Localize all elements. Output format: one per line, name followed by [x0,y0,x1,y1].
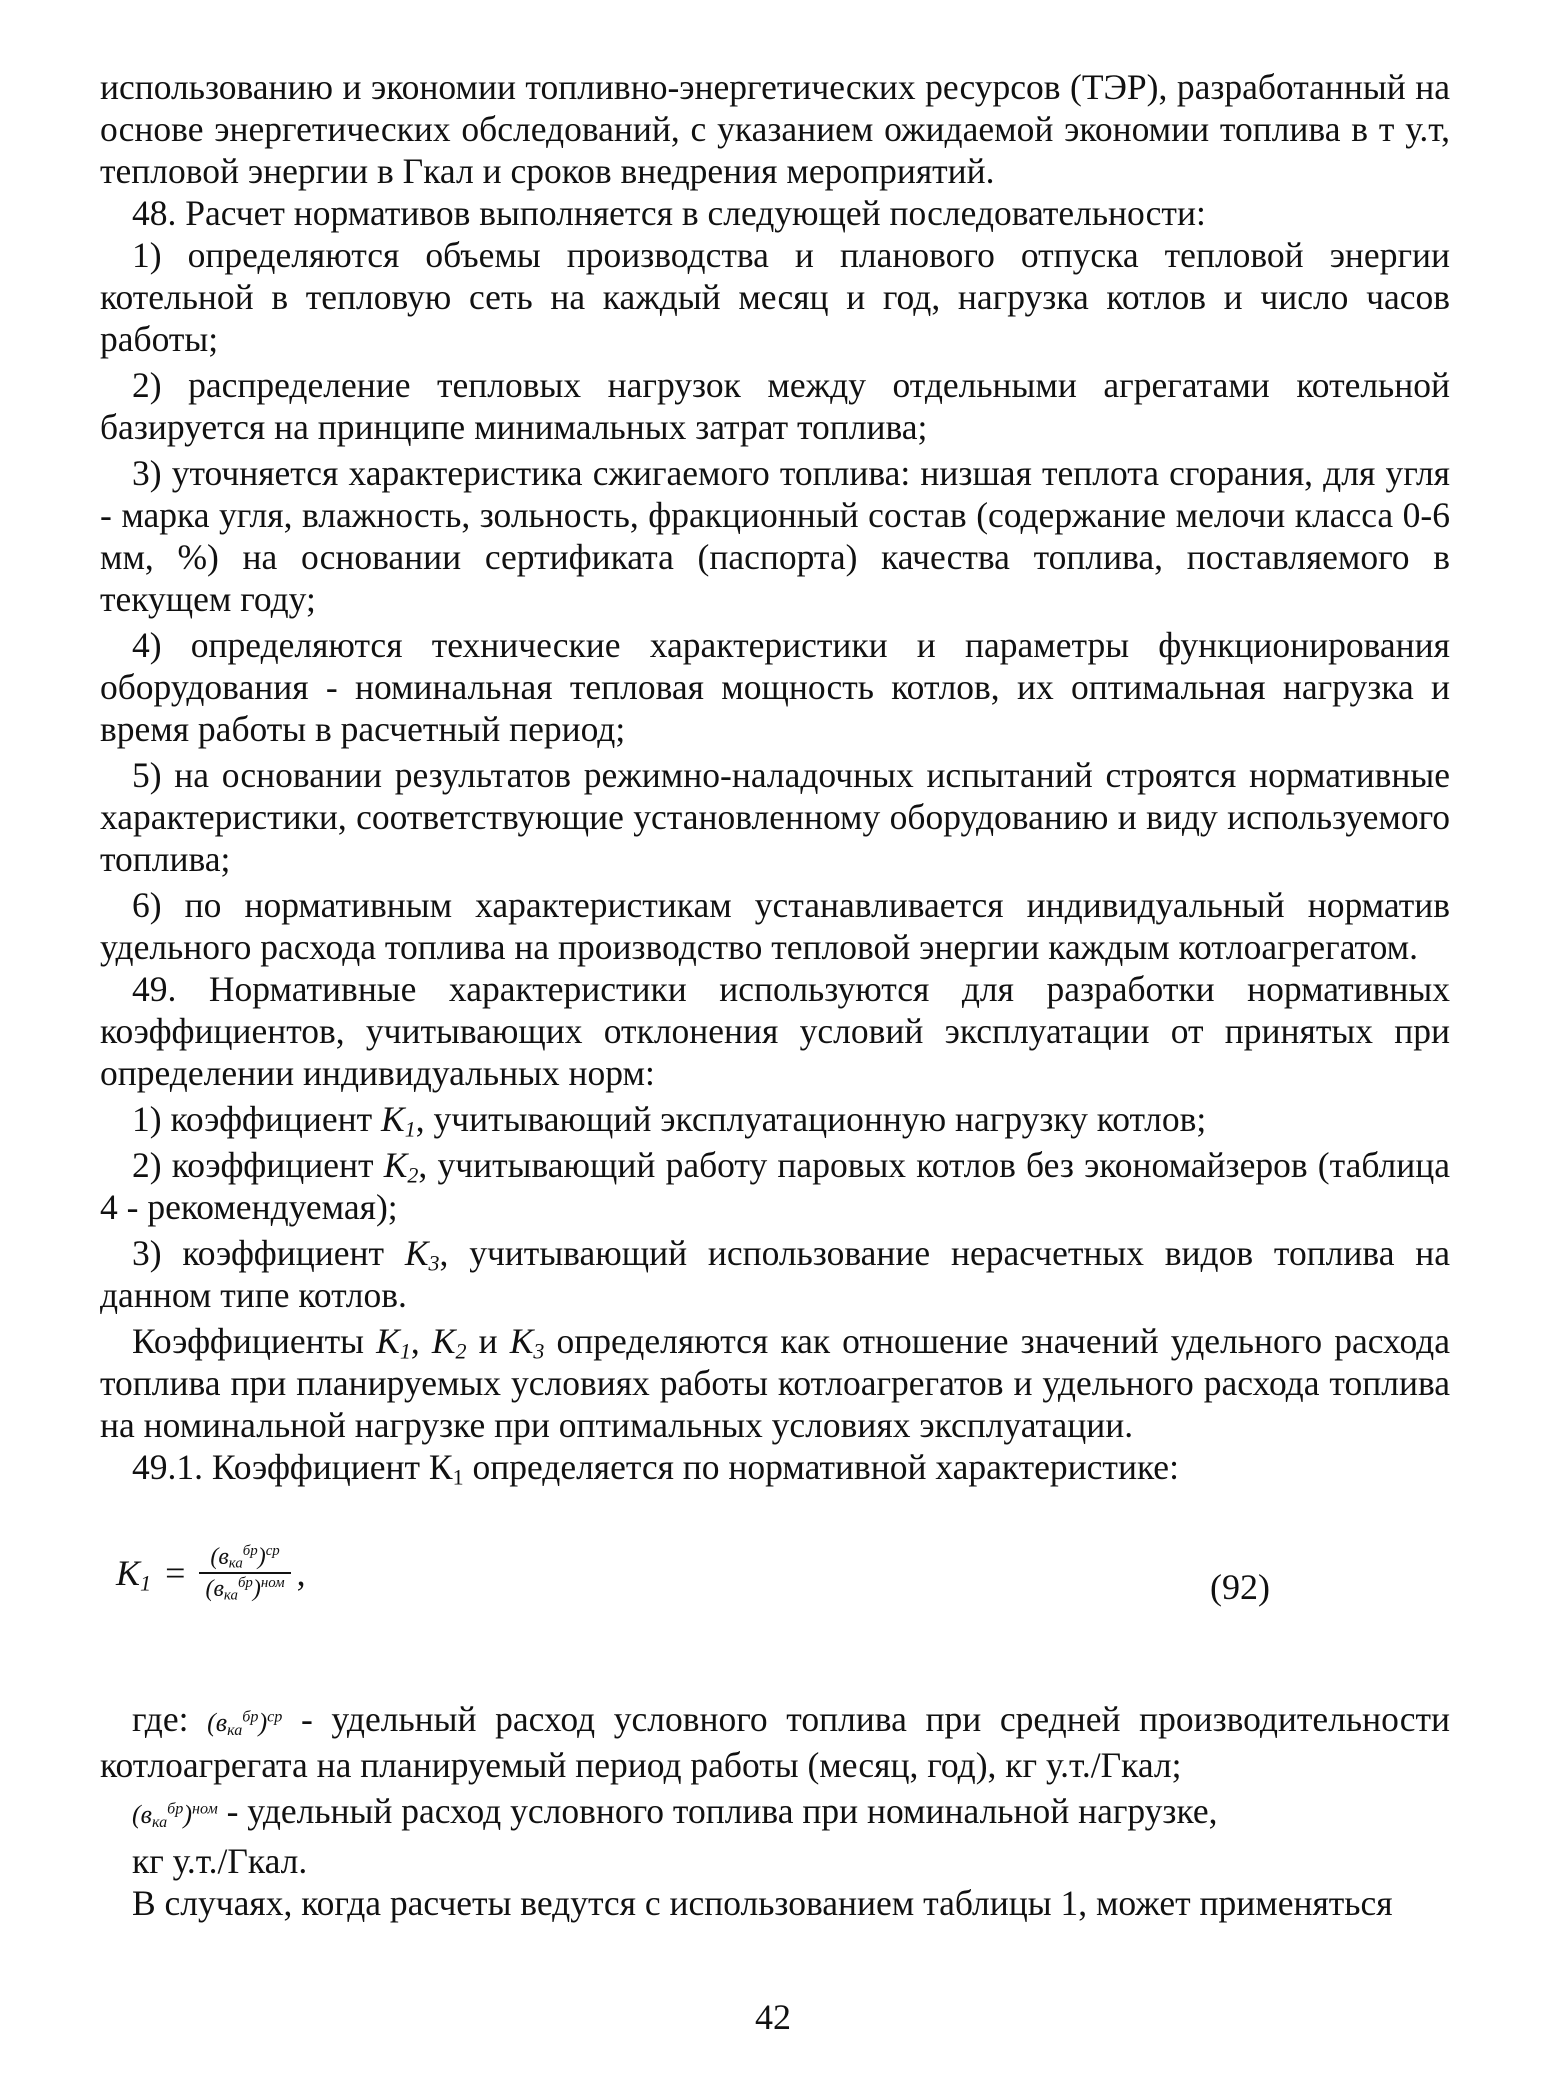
equals-sign: = [165,1553,186,1593]
k-letter: K [404,1233,429,1273]
k-subscript: 1 [399,1338,411,1364]
coef-lead: Коэффициенты [132,1321,377,1361]
k1-tail: , учитывающий эксплуатационную нагрузку котлов; [415,1099,1207,1139]
paren: ( [132,1800,141,1829]
k-subscript: 3 [428,1250,440,1276]
var-b: в [213,1576,224,1602]
paragraph-nominal-unit: кг у.т./Гкал. [132,1841,308,1881]
paren: ) [252,1576,261,1602]
sup-br: бр [242,1708,259,1726]
var-b: в [215,1708,228,1737]
k1-lead: 1) коэффициент [132,1099,382,1139]
fraction-numerator [204,1542,285,1572]
paragraph-49-k1 [100,1098,1450,1140]
formula-92 [100,1536,1450,1646]
coef-k1 [376,1321,411,1364]
paragraph-nominal [100,1790,1450,1836]
k-letter: K [431,1321,456,1361]
formula-lhs [116,1552,151,1594]
sup-br: бр [167,1800,184,1818]
sub-ka: ка [223,1587,238,1604]
sup-nom: ном [260,1575,285,1592]
paragraph-48-2: 2) распределение тепловых нагрузок между отдельными агрегатами котельной базируется на принципе минимальных затрат топлива; [100,365,1450,447]
sub-ka: ка [151,1814,168,1832]
equation-number: (92) [1210,1567,1270,1607]
paren: ) [258,1708,268,1737]
paren: ) [183,1800,193,1829]
sub-ka: ка [228,1555,243,1572]
page-number: 42 [755,1997,791,2037]
sup-br: бр [237,1575,253,1592]
paren: ) [257,1544,266,1570]
k-subscript: 2 [455,1338,467,1364]
paragraph-49-1 [100,1446,1450,1488]
k-letter: K [383,1145,408,1185]
k-letter: K [376,1321,400,1361]
fraction-denominator [199,1574,290,1604]
formula-expression [116,1542,306,1604]
var-b: в [140,1800,152,1829]
k3-symbol [404,1233,440,1276]
p49-1-subscript: 1 [452,1464,464,1490]
paragraph-49-k2 [100,1144,1450,1228]
coef-separator: , [410,1321,432,1361]
where-lead: где: [132,1699,208,1739]
paragraph-coefficients [100,1320,1450,1446]
p49-1-tail: определяется по нормативной характеристике: [463,1447,1179,1487]
p49-1-lead: 49.1. Коэффициент К [132,1447,453,1487]
k-letter: K [509,1321,534,1361]
sup-sr: ср [267,1708,283,1726]
paren: ( [210,1544,219,1570]
formula-comma: , [296,1553,306,1593]
where-tail: - удельный расход условного топлива при средней производительности котлоагрегата на планируемый период работы (месяц, год), кг у.т./Гкал; [100,1699,1450,1785]
symbol-b-nom [132,1800,218,1832]
paragraph-where [100,1698,1450,1786]
sup-nom: ном [192,1800,218,1818]
paragraph-49: 49. Нормативные характеристики используются для разработки нормативных коэффициентов, учитывающих отклонения условий эксплуатации от принятых при определении индивидуальных норм: [100,969,1450,1093]
k-subscript: 1 [140,1570,152,1596]
var-b: в [218,1544,229,1570]
paragraph-48-4: 4) определяются технические характеристики и параметры функционирования оборудования - номинальная тепловая мощность котлов, их оптимальная нагрузка и время работы в расчетный период; [100,625,1450,749]
k2-symbol [383,1145,419,1188]
k-subscript: 3 [533,1338,545,1364]
paren: ( [207,1708,216,1737]
k-letter: K [381,1099,405,1139]
paragraph-48: 48. Расчет нормативов выполняется в следующей последовательности: [132,193,1206,233]
symbol-b-sr [207,1708,283,1740]
paragraph-48-3: 3) уточняется характеристика сжигаемого топлива: низшая теплота сгорания, для угля - марка угля, влажность, зольность, фракционный состав (содержание мелочи класса 0-6 мм, %) на основании сертификата (паспорта) качества топлива, поставляемого в текущем году; [100,453,1450,619]
coef-k2 [431,1321,467,1364]
k-subscript: 2 [407,1162,419,1188]
sup-sr: ср [265,1543,280,1560]
coef-separator: и [466,1321,510,1361]
paragraph-48-1: 1) определяются объемы производства и планового отпуска тепловой энергии котельной в тепловую сеть на каждый месяц и год, нагрузка котлов и число часов работы; [100,235,1450,359]
k-letter: K [116,1553,141,1593]
nominal-tail: - удельный расход условного топлива при номинальной нагрузке, [217,1791,1218,1831]
coef-k3 [509,1321,545,1364]
paragraph-last: В случаях, когда расчеты ведутся с использованием таблицы 1, может применяться [132,1883,1393,1923]
formula-fraction [199,1542,290,1604]
document-body [100,66,1450,1924]
paragraph-intro: использованию и экономии топливно-энергетических ресурсов (ТЭР), разработанный на основе энергетических обследований, с указанием ожидаемой экономии топлива в т у.т, тепловой энергии в Гкал и сроков внедрения мероприятий. [100,67,1450,191]
paren: ( [205,1576,214,1602]
sup-br: бр [242,1543,258,1560]
k2-lead: 2) коэффициент [132,1145,384,1185]
coef-tail: определяются как отношение значений удельного расхода топлива при планируемых условиях работы котлоагрегатов и удельного расхода топлива на номинальной нагрузке при оптимальных условиях эксплуатации. [100,1321,1450,1445]
k3-lead: 3) коэффициент [132,1233,405,1273]
k3-tail: , учитывающий использование нерасчетных видов топлива на данном типе котлов. [100,1233,1450,1315]
paragraph-48-6: 6) по нормативным характеристикам устанавливается индивидуальный норматив удельного расхода топлива на производство тепловой энергии каждым котлоагрегатом. [100,885,1450,967]
k1-symbol [381,1099,416,1142]
k-subscript: 1 [404,1116,416,1142]
paragraph-49-k3 [100,1232,1450,1316]
k2-tail: , учитывающий работу паровых котлов без экономайзеров (таблица 4 - рекомендуемая); [100,1145,1450,1227]
paragraph-48-5: 5) на основании результатов режимно-наладочных испытаний строятся нормативные характеристики, соответствующие установленному оборудованию и виду используемого топлива; [100,755,1450,879]
sub-ka: ка [227,1722,243,1740]
